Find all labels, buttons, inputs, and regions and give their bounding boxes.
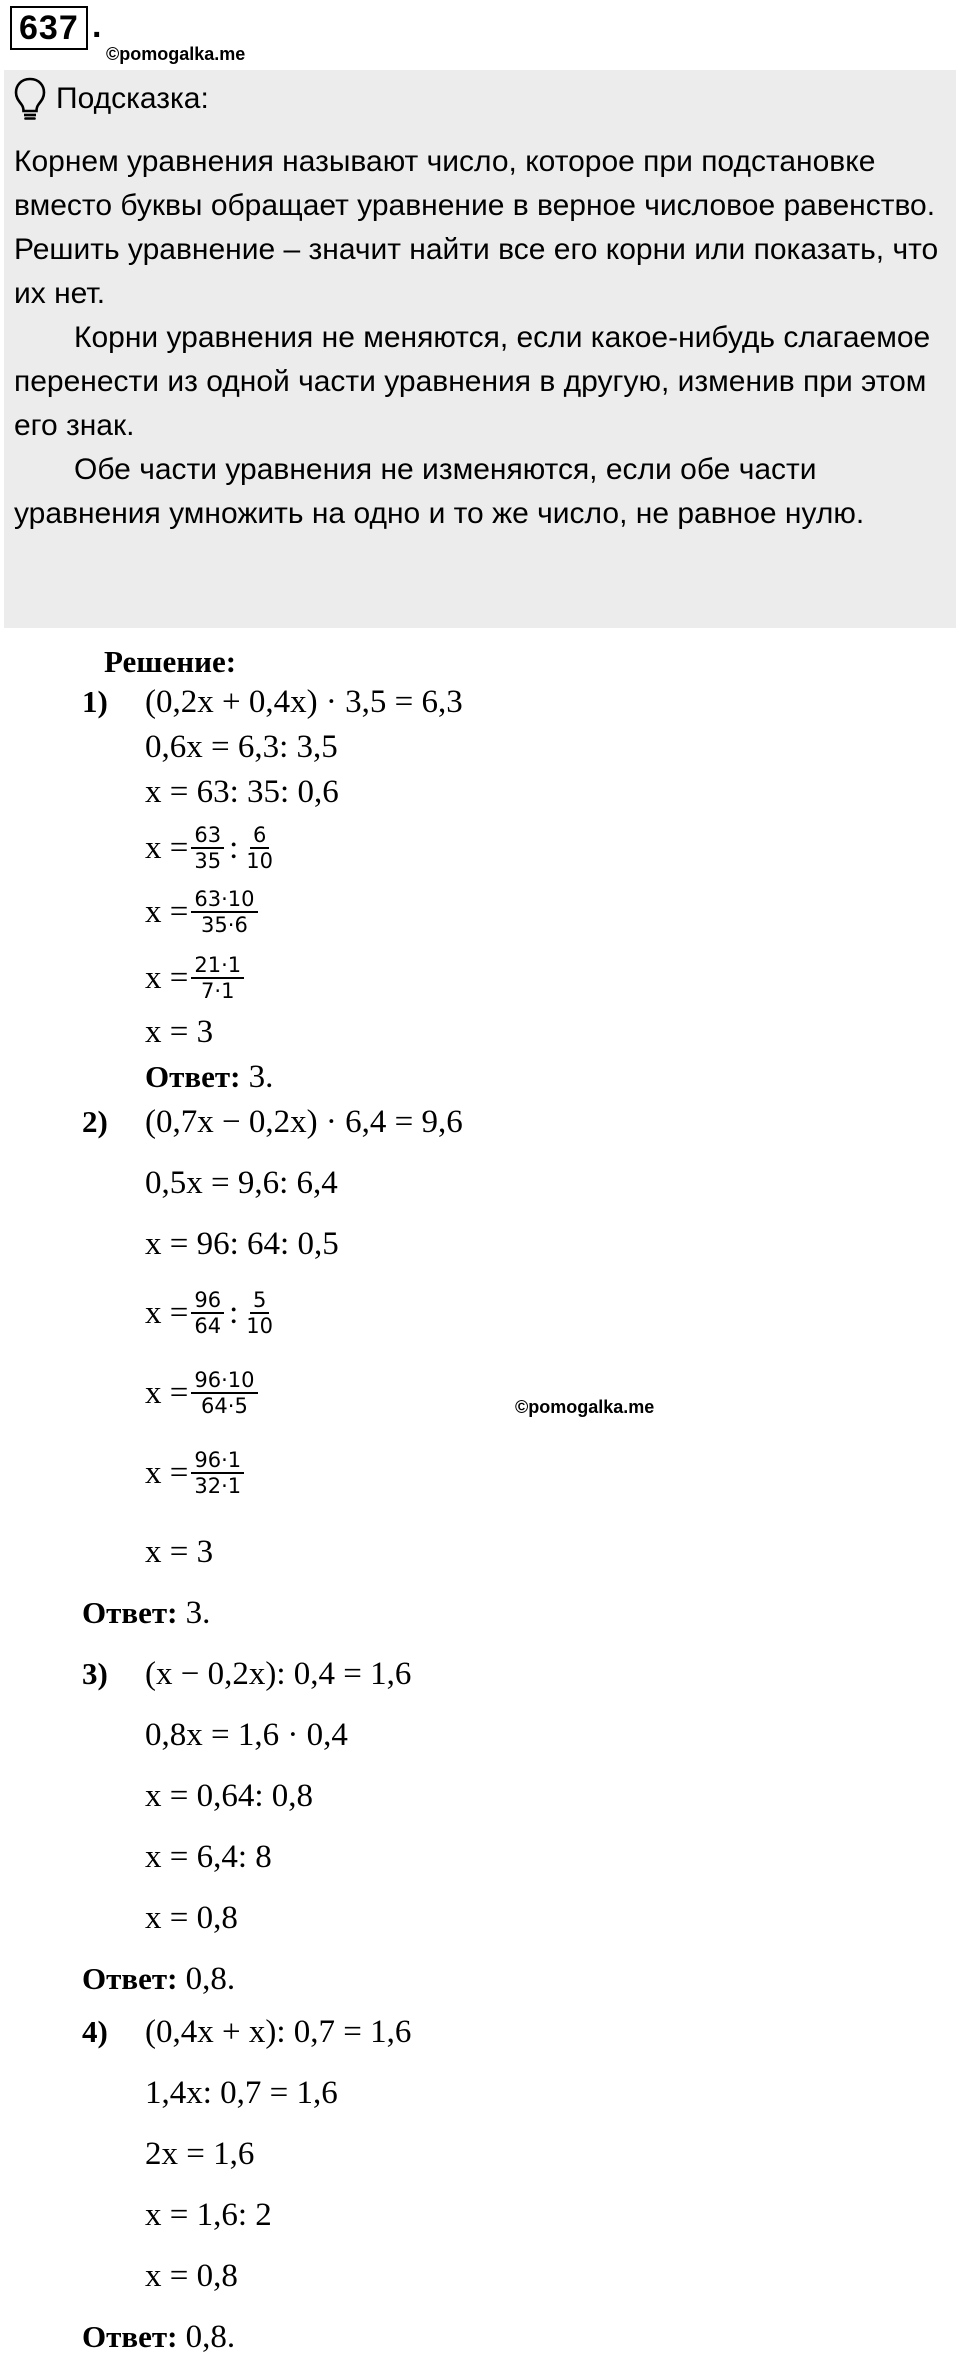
answer-value: 0,8. bbox=[185, 1961, 236, 1997]
fraction-prefix: x = bbox=[145, 1295, 189, 1331]
answer-value: 3. bbox=[248, 1059, 274, 1095]
p4-answer bbox=[82, 2315, 235, 2359]
answer-value: 0,8. bbox=[185, 2319, 236, 2355]
fraction bbox=[191, 1448, 244, 1498]
hint-paragraph: Корни уравнения не меняются, если какое-нибудь слагаемое перенести из одной части уравнения в другую, изменив при этом его знак. bbox=[14, 321, 931, 442]
fraction bbox=[191, 1288, 224, 1338]
fraction bbox=[243, 1288, 276, 1338]
fraction-denominator: 32·1 bbox=[194, 1474, 242, 1498]
fraction bbox=[191, 887, 257, 937]
fraction-denominator: 64·5 bbox=[201, 1394, 248, 1418]
answer-label: Ответ: bbox=[82, 1595, 178, 1630]
problem-1-number: 1) bbox=[82, 684, 108, 719]
p4-result: x = 0,8 bbox=[145, 2258, 238, 2294]
fraction-denominator: 64 bbox=[194, 1314, 222, 1338]
fraction-numerator: 6 bbox=[250, 823, 269, 849]
p1-step: 0,6x = 6,3: 3,5 bbox=[145, 729, 338, 765]
p2-fraction-step bbox=[145, 1280, 279, 1346]
p2-step: x = 96: 64: 0,5 bbox=[145, 1226, 339, 1262]
p3-step: x = 0,64: 0,8 bbox=[145, 1778, 314, 1814]
p2-equation: (0,7x − 0,2x) · 6,4 = 9,6 bbox=[145, 1104, 463, 1140]
p1-result: x = 3 bbox=[145, 1014, 214, 1050]
p3-equation: (x − 0,2x): 0,4 = 1,6 bbox=[145, 1656, 412, 1692]
p4-step: x = 1,6: 2 bbox=[145, 2197, 272, 2233]
hint-title: Подсказка: bbox=[56, 82, 209, 115]
p3-step: x = 6,4: 8 bbox=[145, 1839, 272, 1875]
hint-paragraph: Обе части уравнения не изменяются, если обе части уравнения умножить на одно и то же число, не равное нулю. bbox=[14, 453, 865, 530]
solution-title: Решение: bbox=[104, 644, 237, 679]
fraction-numerator: 96·1 bbox=[191, 1448, 244, 1474]
hint-box bbox=[4, 70, 956, 628]
fraction bbox=[191, 953, 244, 1003]
fraction-denominator: 10 bbox=[246, 1314, 274, 1338]
answer-label: Ответ: bbox=[82, 2319, 178, 2354]
fraction-numerator: 96 bbox=[191, 1288, 224, 1314]
p2-answer bbox=[82, 1591, 210, 1635]
task-number-dot: . bbox=[92, 7, 102, 45]
p2-fraction-step bbox=[145, 1360, 261, 1426]
fraction-denominator: 7·1 bbox=[201, 979, 235, 1003]
fraction-denominator: 35 bbox=[194, 849, 222, 873]
problem-4-number: 4) bbox=[82, 2014, 108, 2049]
watermark: ©pomogalka.me bbox=[106, 44, 246, 64]
p3-result: x = 0,8 bbox=[145, 1900, 238, 1936]
fraction-numerator: 96·10 bbox=[191, 1368, 257, 1394]
p1-fraction-step bbox=[145, 948, 247, 1008]
p1-answer bbox=[145, 1055, 273, 1099]
hint-paragraph: Корнем уравнения называют число, которое при подстановке вместо буквы обращает уравнение в верное числовое равенство. bbox=[14, 145, 936, 222]
fraction-prefix: x = bbox=[145, 830, 189, 866]
task-number: 637 bbox=[10, 6, 88, 50]
fraction-numerator: 63·10 bbox=[191, 887, 257, 913]
p4-equation: (0,4x + x): 0,7 = 1,6 bbox=[145, 2014, 412, 2050]
p1-fraction-step bbox=[145, 818, 279, 878]
lightbulb-icon bbox=[12, 76, 48, 122]
answer-label: Ответ: bbox=[145, 1059, 241, 1094]
fraction-prefix: x = bbox=[145, 1375, 189, 1411]
p4-step: 2x = 1,6 bbox=[145, 2136, 255, 2172]
hint-body bbox=[14, 140, 944, 536]
fraction-prefix: x = bbox=[145, 960, 189, 996]
answer-value: 3. bbox=[185, 1595, 211, 1631]
fraction-denominator: 10 bbox=[246, 849, 274, 873]
answer-label: Ответ: bbox=[82, 1961, 178, 1996]
fraction-denominator: 35·6 bbox=[201, 913, 248, 937]
fraction bbox=[191, 823, 224, 873]
watermark: ©pomogalka.me bbox=[515, 1397, 655, 1417]
fraction-prefix: x = bbox=[145, 894, 189, 930]
p1-equation: (0,2x + 0,4x) · 3,5 = 6,3 bbox=[145, 684, 463, 720]
fraction-numerator: 63 bbox=[191, 823, 224, 849]
fraction bbox=[243, 823, 276, 873]
p2-fraction-step bbox=[145, 1440, 247, 1506]
p3-answer bbox=[82, 1957, 235, 2001]
problem-2-number: 2) bbox=[82, 1104, 108, 1139]
p3-step: 0,8x = 1,6 · 0,4 bbox=[145, 1717, 348, 1753]
problem-3-number: 3) bbox=[82, 1656, 108, 1691]
p4-step: 1,4x: 0,7 = 1,6 bbox=[145, 2075, 338, 2111]
hint-header bbox=[12, 76, 209, 122]
fraction-numerator: 5 bbox=[250, 1288, 269, 1314]
p1-step: x = 63: 35: 0,6 bbox=[145, 774, 339, 810]
fraction-numerator: 21·1 bbox=[191, 953, 244, 979]
division-sign: : bbox=[229, 830, 239, 866]
hint-paragraph: Решить уравнение – значит найти все его корни или показать, что их нет. bbox=[14, 233, 939, 310]
p2-result: x = 3 bbox=[145, 1534, 214, 1570]
division-sign: : bbox=[229, 1295, 239, 1331]
fraction bbox=[191, 1368, 257, 1418]
fraction-prefix: x = bbox=[145, 1455, 189, 1491]
p2-step: 0,5x = 9,6: 6,4 bbox=[145, 1165, 338, 1201]
p1-fraction-step bbox=[145, 882, 261, 942]
